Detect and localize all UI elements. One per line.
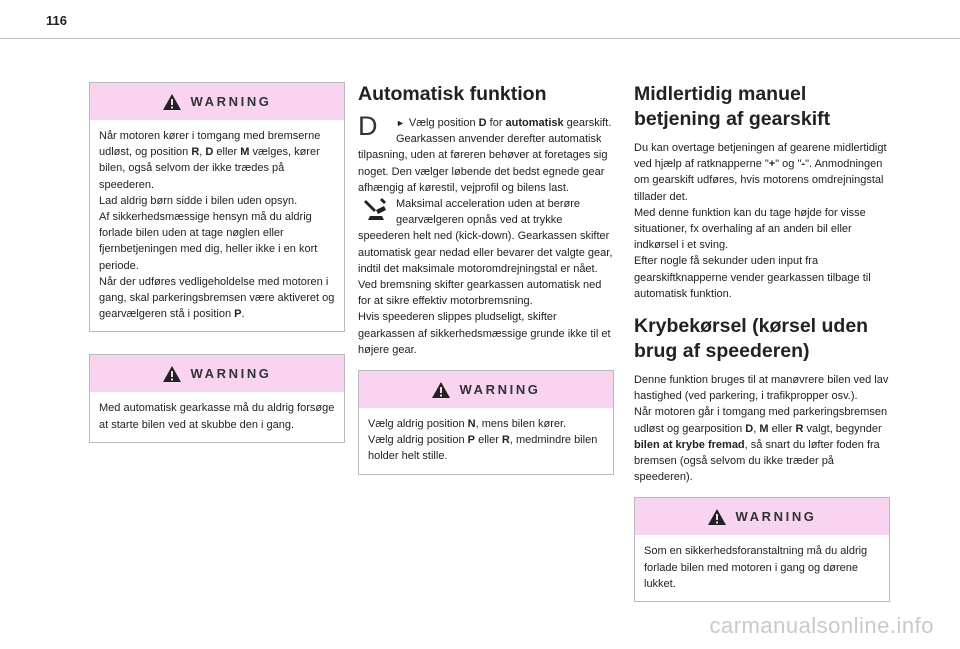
warning-triangle-icon [431, 381, 451, 399]
warning-text [359, 408, 613, 474]
warning-title: WARNING [459, 382, 541, 398]
warning-box [634, 497, 890, 602]
kick-down-row [358, 196, 614, 277]
warning-line: Når motoren kører i tomgang med bremserne udløst, og position R, D eller M vælges, kører bilen, også selvom der ikke trædes på speederen. [99, 130, 321, 191]
column-left [89, 82, 345, 465]
paragraph: Efter nogle få sekunder uden input fra gearskiftknapperne vender gearkassen tilbage til automatisk funktion. [634, 255, 871, 300]
paragraph: Hvis speederen slippes pludseligt, skifter gearkassen af sikkerhedsmæssige grunde ikke til et højere gear. [358, 311, 611, 356]
warning-line: Med automatisk gearkasse må du aldrig forsøge at starte bilen ved at skubbe den i gang. [99, 402, 335, 431]
page-number: 116 [46, 13, 67, 28]
warning-triangle-icon [162, 365, 182, 383]
select-d-text: ► Vælg position D for automatisk gearskift. [396, 117, 612, 129]
paragraph: Når motoren går i tomgang med parkeringsbremsen udløst og gearposition D, M eller R valgt, begynder bilen at krybe fremad, så snart du løfter foden fra bremsen (også selvom du ikke træder på speederen). [634, 406, 888, 484]
warning-text [90, 392, 344, 441]
paragraph: Med denne funktion kan du tage højde for visse situationer, fx overhaling af an anden bil eller indkørsel i et sving. [634, 206, 866, 252]
warning-line: Lad aldrig børn sidde i bilen uden opsyn. [99, 194, 298, 207]
warning-header [359, 371, 613, 408]
top-divider [0, 38, 960, 39]
gear-d-icon: D [358, 111, 378, 141]
warning-text [90, 120, 344, 331]
paragraph: Denne funktion bruges til at manøvrere bilen ved lav hastighed (ved parkering, i trafikpropper osv.). [634, 374, 889, 403]
warning-box [89, 354, 345, 442]
column-right [634, 82, 890, 624]
warning-box [89, 82, 345, 332]
warning-title: WARNING [735, 509, 817, 525]
paragraph: Du kan overtage betjeningen af gearene midlertidigt ved hjælp af ratknapperne "+" og "-". Anmodningen om gearskift udføres, hvis motorens omdrejningstal tillader det. [634, 142, 887, 203]
warning-line: Vælg aldrig position P eller R, medmindre bilen holder helt stille. [368, 434, 598, 463]
paragraph: Gearkassen anvender derefter automatisk tilpasning, uden at føreren behøver at foretages sig noget. Den vælger løbende det bedst egnede gear afhængig af kørestil, vejprofil og bilens last. [358, 133, 608, 194]
kick-down-icon [358, 196, 392, 226]
paragraph: Maksimal acceleration uden at berøre gearvælgeren opnås ved at trykke speederen helt ned (kick-down). Gearkassen skifter automatisk gear nedad eller bevarer det valgte gear, indtil det maksimale motoromdrejningstal er nået. [358, 198, 613, 275]
warning-header [90, 83, 344, 120]
warning-triangle-icon [707, 508, 727, 526]
warning-header [635, 498, 889, 535]
warning-title: WARNING [190, 366, 272, 382]
warning-line: Som en sikkerhedsforanstaltning må du aldrig forlade bilen med motoren i gang og dørene lukket. [644, 545, 868, 590]
warning-line: Når der udføres vedligeholdelse med motoren i gang, skal parkeringsbremsen være aktiveret og gearvælgeren stå i position P. [99, 275, 335, 321]
select-d-row [358, 111, 614, 141]
warning-title: WARNING [190, 94, 272, 109]
column-middle [358, 82, 614, 497]
arrow-right-icon: ► [396, 118, 405, 128]
section-heading: Midlertidig manuel betjening af gearskift [634, 83, 831, 130]
warning-triangle-icon [162, 93, 182, 111]
warning-header [90, 355, 344, 392]
watermark: carmanualsonline.info [709, 613, 934, 638]
warning-box [358, 370, 614, 475]
warning-line: Vælg aldrig position N, mens bilen kører. [368, 418, 567, 431]
warning-line: Af sikkerhedsmæssige hensyn må du aldrig forlade bilen uden at tage nøglen eller fjernbetjeningen med dig, heller ikke i en kort periode. [99, 211, 318, 272]
paragraph: Ved bremsning skifter gearkassen automatisk ned for at sikre effektiv motorbremsning. [358, 279, 602, 308]
warning-text [635, 535, 889, 601]
section-heading: Krybekørsel (kørsel uden brug af speederen) [634, 315, 869, 363]
section-heading: Automatisk funktion [358, 83, 547, 105]
